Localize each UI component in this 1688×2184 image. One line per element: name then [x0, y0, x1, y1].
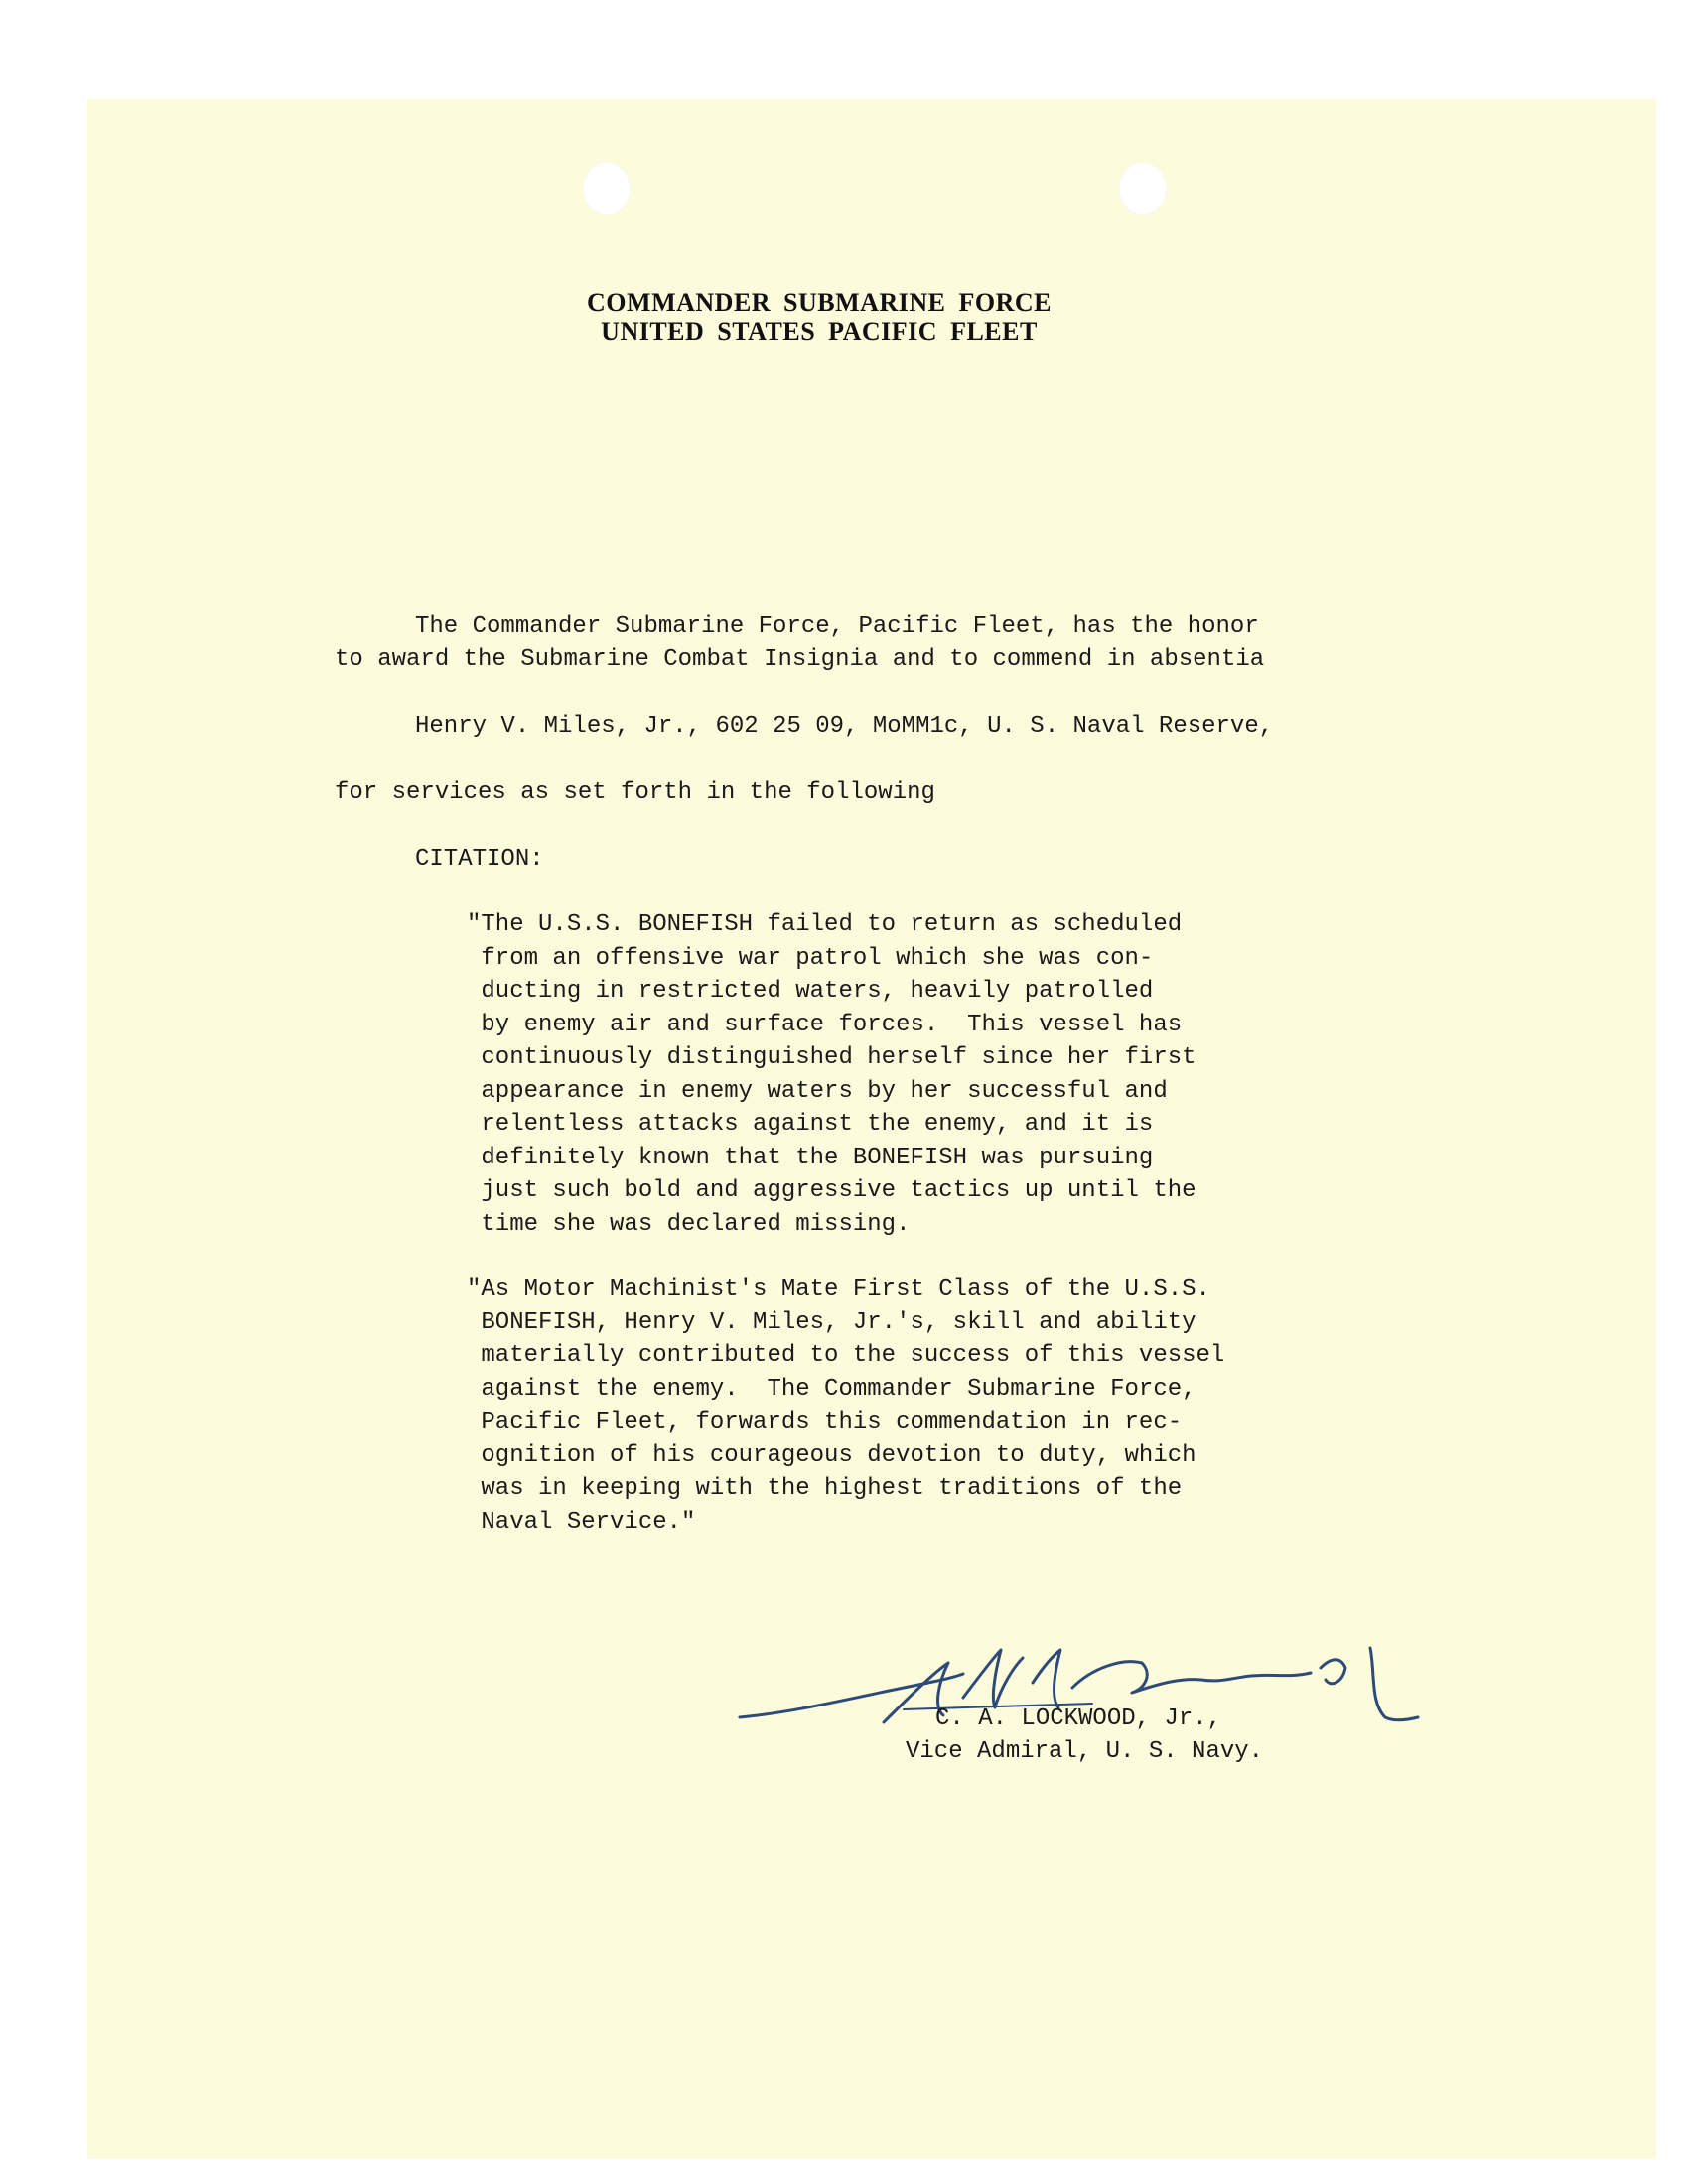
citation-line: appearance in enemy waters by her successful and	[467, 1077, 1168, 1105]
punch-hole	[583, 162, 631, 215]
citation-paragraph-1	[467, 908, 1196, 1241]
signature-block	[906, 1703, 1263, 1768]
citation-line: materially contributed to the success of this vessel	[467, 1342, 1225, 1369]
citation-line: "As Motor Machinist's Mate First Class of the U.S.S.	[467, 1276, 1210, 1302]
citation-line: Pacific Fleet, forwards this commendation in rec-	[467, 1409, 1183, 1435]
signatory-name: C. A. LOCKWOOD, Jr.,	[935, 1706, 1222, 1732]
citation-paragraph-2	[467, 1273, 1224, 1539]
citation-line: "The U.S.S. BONEFISH failed to return as scheduled	[467, 911, 1183, 938]
citation-line: time she was declared missing.	[467, 1210, 911, 1238]
letterhead-line-2: UNITED STATES PACIFIC FLEET	[601, 317, 1038, 345]
intro-line-1: The Commander Submarine Force, Pacific Fleet, has the honor	[415, 614, 1259, 640]
citation-line: from an offensive war patrol which she was con-	[467, 944, 1154, 972]
signatory-title: Vice Admiral, U. S. Navy.	[906, 1738, 1264, 1765]
citation-line: by enemy air and surface forces. This vessel has	[467, 1011, 1183, 1038]
citation-line: ducting in restricted waters, heavily patrolled	[467, 978, 1154, 1005]
punch-hole	[1119, 162, 1167, 215]
citation-line: relentless attacks against the enemy, and it is	[467, 1111, 1154, 1138]
citation-line: just such bold and aggressive tactics up until the	[467, 1177, 1196, 1204]
citation-line: against the enemy. The Commander Submarine Force,	[467, 1375, 1196, 1403]
citation-line: was in keeping with the highest traditions of the	[467, 1475, 1183, 1502]
letterhead-line-1: COMMANDER SUBMARINE FORCE	[587, 288, 1052, 317]
services-line: for services as set forth in the following	[335, 779, 935, 806]
letterhead	[0, 288, 1638, 345]
citation-line: continuously distinguished herself since her first	[467, 1044, 1196, 1071]
intro-line-2: to award the Submarine Combat Insignia and to commend in absentia	[335, 646, 1265, 673]
citation-line: Naval Service."	[467, 1508, 696, 1536]
citation-label: CITATION:	[415, 846, 544, 873]
citation-line: definitely known that the BONEFISH was pursuing	[467, 1144, 1154, 1171]
citation-line: ognition of his courageous devotion to duty, which	[467, 1441, 1196, 1469]
citation-line: BONEFISH, Henry V. Miles, Jr.'s, skill and ability	[467, 1308, 1196, 1336]
recipient-line: Henry V. Miles, Jr., 602 25 09, MoMM1c, U. S. Naval Reserve,	[415, 713, 1274, 740]
